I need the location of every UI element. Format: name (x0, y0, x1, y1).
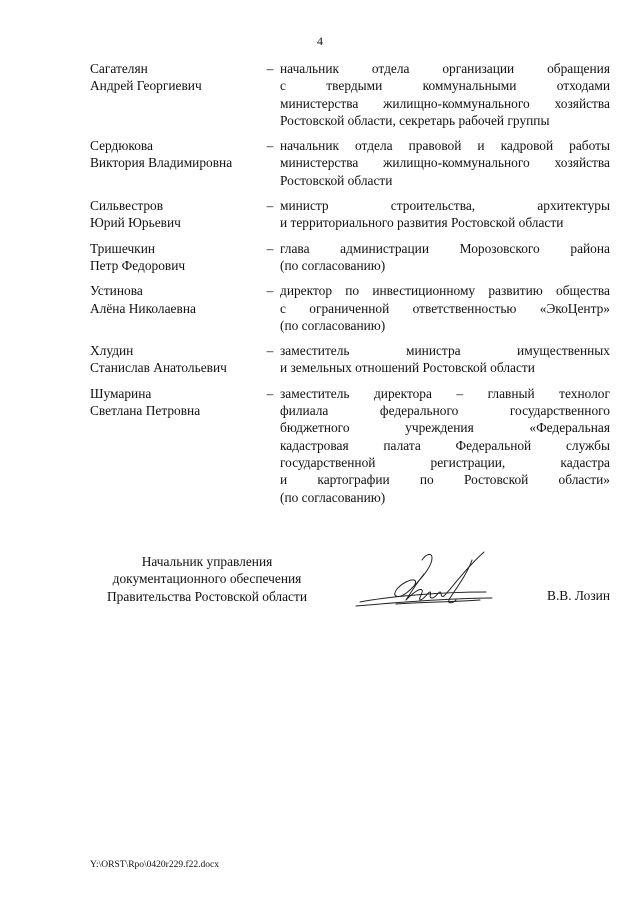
position-line: филиала федерального государственного (280, 403, 610, 419)
member-given-names: Андрей Георгиевич (90, 78, 202, 94)
member-surname: Сильвестров (90, 198, 164, 214)
member-row (90, 60, 612, 129)
position-line: государственной регистрации, кадастра (280, 454, 610, 470)
member-surname: Хлудин (90, 343, 134, 359)
signer-title-line: Начальник управления (141, 554, 273, 569)
member-position (280, 60, 610, 129)
member-row (90, 197, 612, 232)
handwritten-signature (352, 548, 502, 618)
position-line: начальник отдела организации обращения (280, 61, 610, 76)
member-name (90, 60, 260, 129)
position-line: с твердыми коммунальными отходами (280, 78, 610, 94)
member-given-names: Светлана Петровна (90, 403, 201, 419)
member-position (280, 240, 610, 275)
position-line: (по согласованию) (280, 257, 386, 273)
member-surname: Тришечкин (90, 240, 156, 256)
member-name (90, 137, 260, 189)
member-position (280, 197, 610, 232)
document-file-path: Y:\ORST\Rpo\0420r229.f22.docx (90, 860, 219, 870)
position-line: заместитель директора – главный технолог (280, 385, 610, 401)
member-row (90, 342, 612, 377)
member-position (280, 385, 610, 506)
position-line: министерства жилищно-коммунального хозяйства (280, 155, 610, 171)
member-given-names: Станислав Анатольевич (90, 360, 227, 376)
member-name (90, 197, 260, 232)
member-row (90, 137, 612, 189)
member-row (90, 240, 612, 275)
member-given-names: Алёна Николаевна (90, 300, 196, 316)
member-position (280, 137, 610, 189)
position-line: министерства жилищно-коммунального хозяйства (280, 95, 610, 111)
member-surname: Сагателян (90, 61, 148, 76)
member-given-names: Юрий Юрьевич (90, 215, 181, 231)
member-surname: Шумарина (90, 385, 152, 401)
position-line: (по согласованию) (280, 317, 386, 333)
member-name (90, 342, 260, 377)
position-line: и земельных отношений Ростовской области (280, 360, 535, 376)
position-line: и территориального развития Ростовской области (280, 215, 564, 231)
signer-name: В.В. Лозин (547, 588, 610, 603)
position-line: бюджетного учреждения «Федеральная (280, 420, 610, 436)
position-line: Ростовской области, секретарь рабочей группы (280, 112, 550, 128)
signer-title-line: документационного обеспечения (112, 571, 302, 587)
member-dash: – (266, 138, 274, 154)
member-position (280, 342, 610, 377)
position-line: с ограниченной ответственностью «ЭкоЦентр» (280, 300, 610, 316)
page-number: 4 (317, 34, 323, 48)
member-dash: – (266, 283, 274, 299)
member-given-names: Петр Федорович (90, 257, 186, 273)
position-line: начальник отдела правовой и кадровой работы (280, 138, 610, 154)
member-given-names: Виктория Владимировна (90, 155, 233, 171)
position-line: заместитель министра имущественных (280, 343, 610, 359)
position-line: (по согласованию) (280, 489, 386, 505)
member-dash: – (266, 385, 274, 401)
member-dash: – (266, 198, 274, 214)
member-row (90, 282, 612, 334)
position-line: кадастровая палата Федеральной службы (280, 437, 610, 453)
member-row (90, 385, 612, 506)
position-line: и картографии по Ростовской области» (280, 472, 610, 488)
position-line: глава администрации Морозовского района (280, 240, 610, 256)
member-position (280, 282, 610, 334)
member-surname: Устинова (90, 283, 143, 299)
member-surname: Сердюкова (90, 138, 153, 154)
position-line: директор по инвестиционному развитию общества (280, 283, 610, 299)
position-line: Ростовской области (280, 172, 393, 188)
position-line: министр строительства, архитектуры (280, 198, 610, 214)
member-name (90, 282, 260, 334)
signer-title-line: Правительства Ростовской области (106, 588, 308, 604)
member-dash: – (266, 343, 274, 359)
member-name (90, 240, 260, 275)
member-name (90, 385, 260, 506)
member-dash: – (266, 61, 274, 76)
signer-title (90, 553, 324, 605)
working-group-members-list (90, 60, 612, 514)
member-dash: – (266, 240, 274, 256)
